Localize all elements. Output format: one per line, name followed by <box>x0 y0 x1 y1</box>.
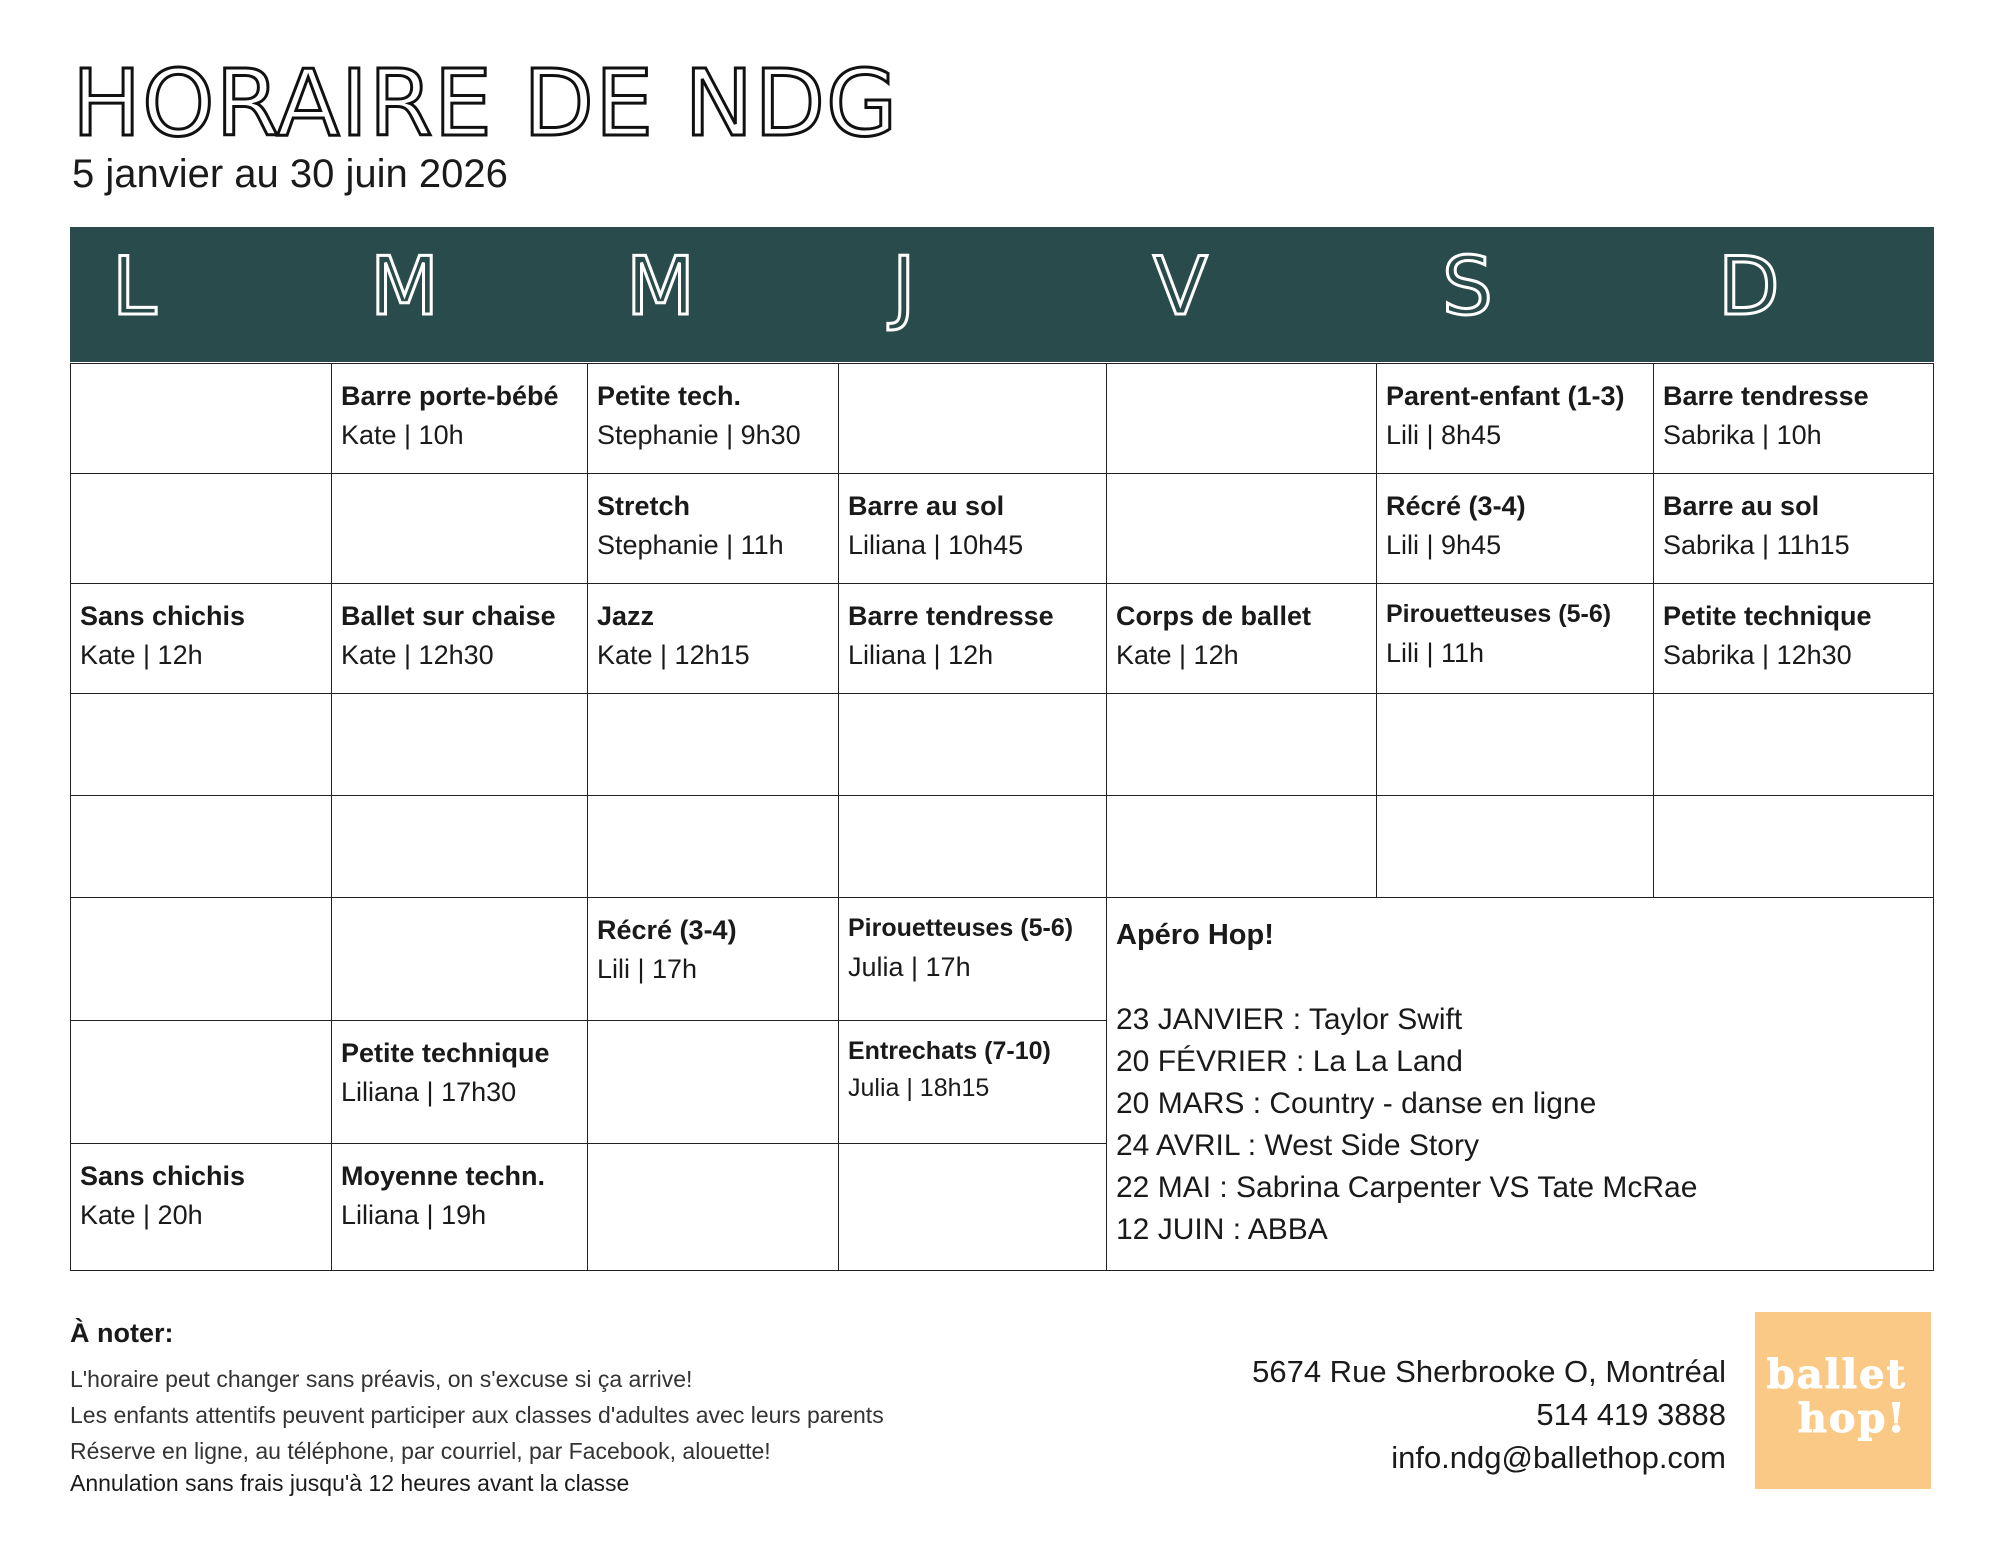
contact-address: 5674 Rue Sherbrooke O, Montréal <box>1252 1354 1726 1389</box>
contact-info <box>1252 1350 1726 1479</box>
class-name: Petite tech. <box>597 381 742 411</box>
logo-line-2: hop! <box>1797 1395 1907 1442</box>
class-cell <box>331 1143 589 1271</box>
ballet-hop-logo <box>1755 1312 1931 1489</box>
class-info: Sabrika | 11h15 <box>1663 530 1850 561</box>
class-name: Petite technique <box>341 1038 550 1068</box>
schedule-cell-empty <box>70 897 333 1022</box>
class-cell <box>838 473 1108 585</box>
class-name: Sans chichis <box>80 1161 246 1191</box>
schedule-cell-empty <box>331 693 589 797</box>
class-info: Stephanie | 9h30 <box>597 420 801 451</box>
apero-event: 22 MAI : Sabrina Carpenter VS Tate McRae <box>1116 1171 1698 1205</box>
class-info: Liliana | 10h45 <box>848 530 1024 561</box>
class-info: Kate | 12h15 <box>597 640 750 671</box>
schedule-cell-empty <box>1106 795 1378 899</box>
class-info: Lili | 9h45 <box>1386 530 1502 561</box>
class-cell <box>331 363 589 475</box>
date-range: 5 janvier au 30 juin 2026 <box>72 152 508 196</box>
schedule-cell-empty <box>331 897 589 1022</box>
class-info: Julia | 18h15 <box>848 1073 990 1102</box>
class-cell <box>1653 583 1934 695</box>
schedule-cell-empty <box>838 1143 1108 1271</box>
class-cell <box>1106 583 1378 695</box>
day-monday: L <box>112 240 157 333</box>
class-info: Lili | 17h <box>597 954 698 985</box>
class-name: Moyenne techn. <box>341 1161 546 1191</box>
schedule-cell-empty <box>70 473 333 585</box>
contact-email: info.ndg@ballethop.com <box>1391 1440 1726 1475</box>
class-cell <box>587 897 840 1022</box>
class-cell <box>838 583 1108 695</box>
schedule-cell-empty <box>838 363 1108 475</box>
day-sunday: D <box>1718 240 1780 333</box>
page-title: HORAIRE DE NDG <box>72 50 899 157</box>
schedule-cell-empty <box>1653 795 1934 899</box>
day-saturday: S <box>1442 240 1493 333</box>
schedule-cell-empty <box>331 795 589 899</box>
class-name: Pirouetteuses (5-6) <box>848 914 1074 942</box>
day-tuesday: M <box>370 240 440 333</box>
class-cell <box>1653 363 1934 475</box>
schedule-cell-empty <box>70 693 333 797</box>
schedule-cell-empty <box>1376 795 1655 899</box>
logo-line-1: ballet <box>1766 1351 1907 1398</box>
apero-event: 12 JUIN : ABBA <box>1116 1213 1328 1247</box>
note-line: L'horaire peut changer sans préavis, on s'excuse si ça arrive! <box>70 1366 693 1392</box>
class-cell <box>1376 363 1655 475</box>
class-info: Kate | 12h <box>80 640 203 671</box>
days-header <box>70 227 1934 362</box>
apero-hop-panel <box>1106 897 1934 1271</box>
class-cell <box>1376 473 1655 585</box>
notes-section <box>70 1318 884 1497</box>
schedule-cell-empty <box>1106 363 1378 475</box>
day-thursday: J <box>892 240 916 333</box>
logo-wordmark <box>1755 1350 1915 1450</box>
class-name: Entrechats (7-10) <box>848 1037 1051 1065</box>
class-name: Barre tendresse <box>848 601 1054 631</box>
class-cell <box>838 897 1108 1022</box>
class-info: Kate | 10h <box>341 420 464 451</box>
class-name: Récré (3-4) <box>1386 491 1526 521</box>
schedule-cell-empty <box>331 473 589 585</box>
schedule-cell-empty <box>1653 693 1934 797</box>
class-cell <box>331 1020 589 1145</box>
note-line: Annulation sans frais jusqu'à 12 heures avant la classe <box>70 1470 630 1496</box>
class-name: Barre au sol <box>848 491 1005 521</box>
class-cell <box>587 583 840 695</box>
day-friday: V <box>1153 240 1208 333</box>
class-name: Pirouetteuses (5-6) <box>1386 600 1612 628</box>
class-cell <box>70 1143 333 1271</box>
class-name: Ballet sur chaise <box>341 601 556 631</box>
schedule-cell-empty <box>587 1143 840 1271</box>
class-info: Kate | 12h <box>1116 640 1239 671</box>
class-cell <box>587 363 840 475</box>
schedule-cell-empty <box>1106 693 1378 797</box>
schedule-cell-empty <box>1106 473 1378 585</box>
class-name: Petite technique <box>1663 601 1872 631</box>
class-info: Lili | 11h <box>1386 637 1485 668</box>
class-info: Kate | 12h30 <box>341 640 494 671</box>
class-name: Sans chichis <box>80 601 246 631</box>
apero-hop-title: Apéro Hop! <box>1116 919 1274 951</box>
class-cell <box>1653 473 1934 585</box>
class-cell <box>1376 583 1655 695</box>
apero-event: 20 FÉVRIER : La La Land <box>1116 1045 1463 1079</box>
class-info: Lili | 8h45 <box>1386 420 1502 451</box>
class-cell <box>587 473 840 585</box>
class-cell <box>331 583 589 695</box>
class-name: Récré (3-4) <box>597 915 737 945</box>
schedule-cell-empty <box>70 363 333 475</box>
apero-event: 23 JANVIER : Taylor Swift <box>1116 1003 1463 1037</box>
contact-phone: 514 419 3888 <box>1536 1397 1726 1432</box>
note-line: Réserve en ligne, au téléphone, par courriel, par Facebook, alouette! <box>70 1438 771 1464</box>
class-name: Parent-enfant (1-3) <box>1386 381 1625 411</box>
schedule-cell-empty <box>70 795 333 899</box>
apero-event: 20 MARS : Country - danse en ligne <box>1116 1087 1597 1121</box>
class-name: Stretch <box>597 491 691 521</box>
schedule-cell-empty <box>587 1020 840 1145</box>
schedule-cell-empty <box>838 795 1108 899</box>
day-wednesday: M <box>626 240 696 333</box>
schedule-cell-empty <box>1376 693 1655 797</box>
schedule-cell-empty <box>587 795 840 899</box>
schedule-cell-empty <box>70 1020 333 1145</box>
class-info: Stephanie | 11h <box>597 530 784 561</box>
class-info: Liliana | 19h <box>341 1200 487 1231</box>
class-name: Corps de ballet <box>1116 601 1312 631</box>
class-info: Liliana | 12h <box>848 640 994 671</box>
apero-event: 24 AVRIL : West Side Story <box>1116 1129 1479 1163</box>
class-name: Barre au sol <box>1663 491 1820 521</box>
class-info: Sabrika | 12h30 <box>1663 640 1852 671</box>
class-info: Sabrika | 10h <box>1663 420 1822 451</box>
class-name: Jazz <box>597 601 655 631</box>
class-cell <box>838 1020 1108 1145</box>
class-name: Barre porte-bébé <box>341 381 559 411</box>
class-info: Liliana | 17h30 <box>341 1077 517 1108</box>
class-name: Barre tendresse <box>1663 381 1869 411</box>
note-line: Les enfants attentifs peuvent participer aux classes d'adultes avec leurs parents <box>70 1402 884 1428</box>
class-info: Kate | 20h <box>80 1200 203 1231</box>
class-cell <box>70 583 333 695</box>
class-info: Julia | 17h <box>848 951 971 982</box>
schedule-cell-empty <box>838 693 1108 797</box>
notes-title: À noter: <box>70 1318 174 1348</box>
schedule-cell-empty <box>587 693 840 797</box>
